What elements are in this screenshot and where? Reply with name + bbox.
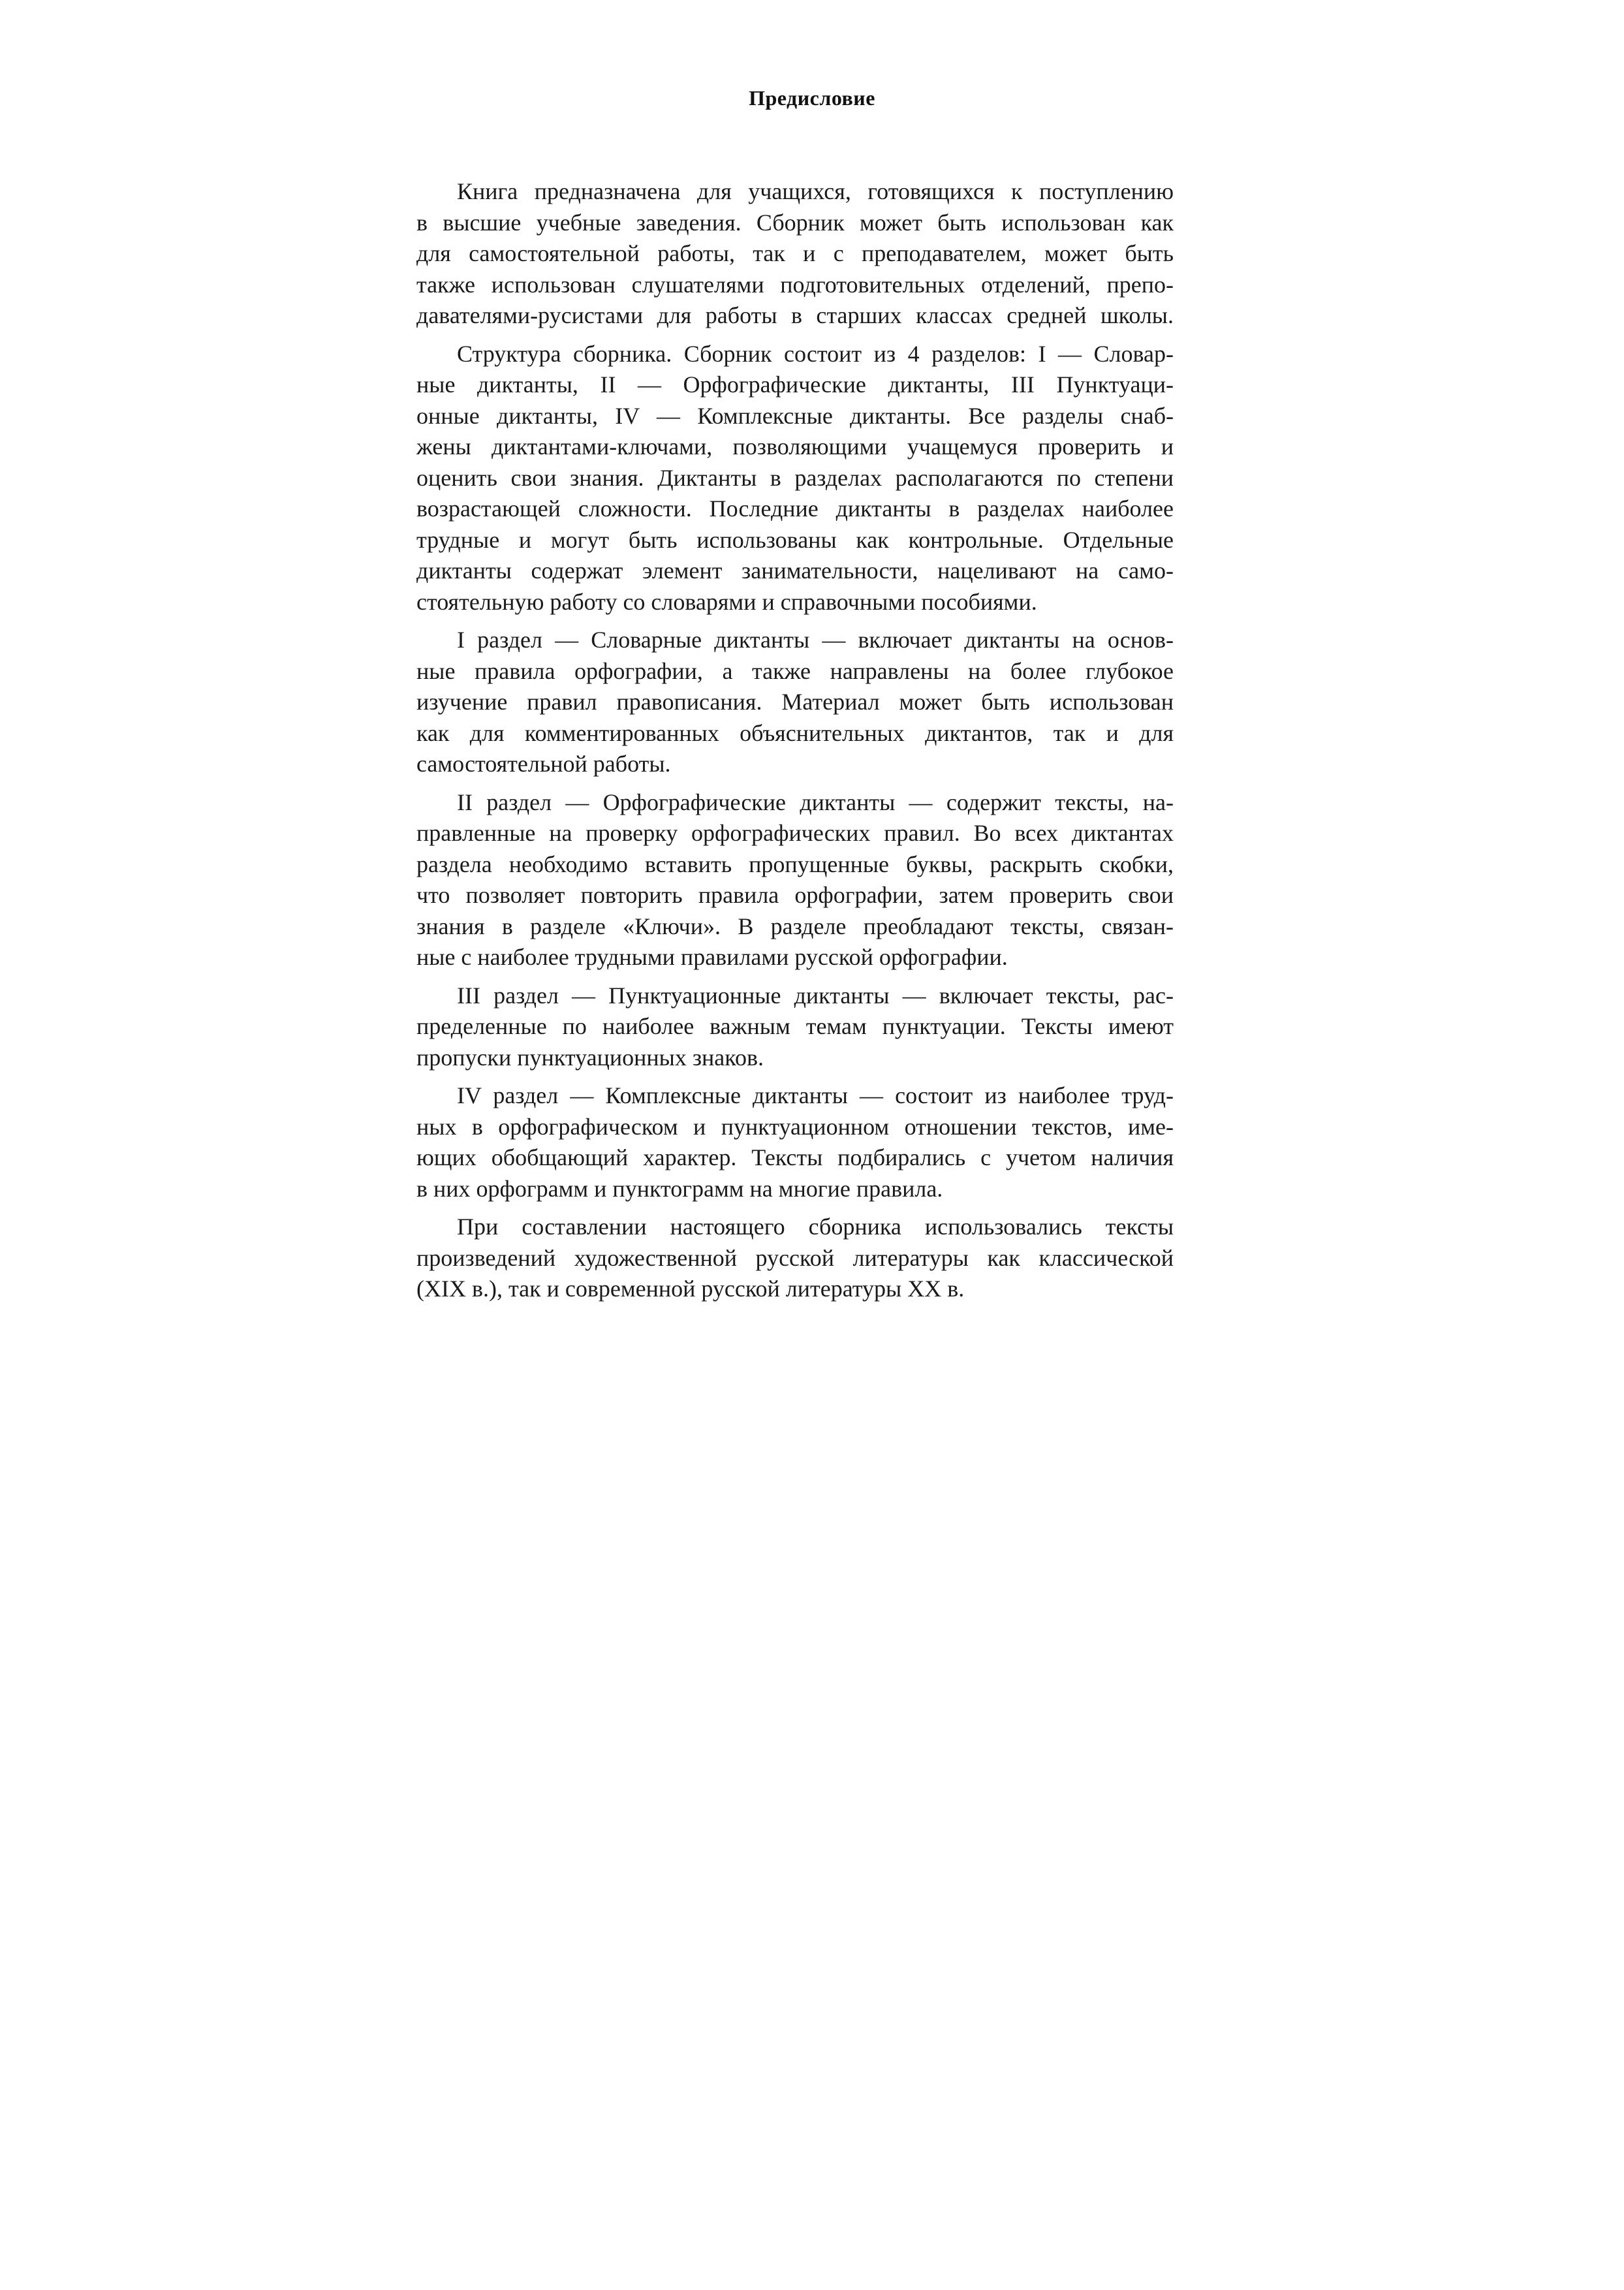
paragraph-structure: [416, 339, 1174, 618]
text-line: произведений художественной русской литературы как классической: [416, 1244, 1174, 1271]
paragraph-section-3: [416, 980, 1174, 1074]
text-line: раздела необходимо вставить пропущенные буквы, раскрыть скобки,: [416, 851, 1174, 877]
page-title: Предисловие: [749, 86, 875, 110]
text-line: Книга предназначена для учащихся, готовящихся к поступлению: [457, 178, 1174, 204]
text-line: пределенные по наиболее важным темам пунктуации. Тексты имеют: [416, 1013, 1174, 1039]
text-line: также использован слушателями подготовительных отделений, препо-: [416, 271, 1174, 298]
text-line: в них орфограмм и пунктограмм на многие правила.: [416, 1175, 943, 1202]
text-line: как для комментированных объяснительных диктантов, так и для: [416, 719, 1174, 746]
text-line: в высшие учебные заведения. Сборник может быть использован как: [416, 209, 1174, 236]
text-line: жены диктантами-ключами, позволяющими учащемуся проверить и: [416, 433, 1174, 460]
paragraph-section-4: [416, 1080, 1174, 1204]
text-line: правленные на проверку орфографических правил. Во всех диктантах: [416, 820, 1174, 846]
text-line: ных в орфографическом и пунктуационном отношении текстов, име-: [416, 1113, 1174, 1140]
text-line: онные диктанты, IV — Комплексные диктанты. Все разделы снаб-: [416, 402, 1174, 429]
paragraph-intro: [416, 176, 1174, 332]
text-line: III раздел — Пунктуационные диктанты — включает тексты, рас-: [457, 982, 1174, 1009]
text-line: ные правила орфографии, а также направлены на более глубокое: [416, 657, 1174, 684]
text-line: для самостоятельной работы, так и с преподавателем, может быть: [416, 240, 1174, 266]
text-line: II раздел — Орфографические диктанты — содержит тексты, на-: [457, 789, 1174, 815]
text-line: возрастающей сложности. Последние диктанты в разделах наиболее: [416, 495, 1174, 522]
text-line: ющих обобщающий характер. Тексты подбирались с учетом наличия: [416, 1144, 1174, 1170]
text-line: трудные и могут быть использованы как контрольные. Отдельные: [416, 526, 1174, 553]
paragraph-section-1: [416, 625, 1174, 780]
text-line: I раздел — Словарные диктанты — включает диктанты на основ-: [457, 627, 1174, 653]
text-line: изучение правил правописания. Материал может быть использован: [416, 689, 1174, 715]
text-line: (XIX в.), так и современной русской литературы XX в.: [416, 1276, 965, 1302]
text-line: давателями-русистами для работы в старших классах средней школы.: [416, 302, 1174, 328]
text-line: ные с наиболее трудными правилами русской орфографии.: [416, 944, 1008, 970]
preface-body: [416, 176, 1174, 1312]
text-line: оценить свои знания. Диктанты в разделах располагаются по степени: [416, 464, 1174, 491]
text-line: ные диктанты, II — Орфографические диктанты, III Пунктуаци-: [416, 371, 1174, 398]
text-line: Структура сборника. Сборник состоит из 4 разделов: I — Словар-: [457, 340, 1174, 367]
text-line: IV раздел — Комплексные диктанты — состоит из наиболее труд-: [457, 1082, 1174, 1108]
paragraph-section-2: [416, 787, 1174, 973]
paragraph-sources: [416, 1212, 1174, 1305]
text-line: При составлении настоящего сборника использовались тексты: [457, 1214, 1174, 1240]
text-line: диктанты содержат элемент занимательности, нацеливают на само-: [416, 557, 1174, 584]
text-line: стоятельную работу со словарями и справочными пособиями.: [416, 588, 1037, 615]
text-line: что позволяет повторить правила орфографии, затем проверить свои: [416, 882, 1174, 908]
text-line: самостоятельной работы.: [416, 751, 671, 777]
text-line: знания в разделе «Ключи». В разделе преобладают тексты, связан-: [416, 913, 1174, 939]
text-line: пропуски пунктуационных знаков.: [416, 1044, 764, 1071]
